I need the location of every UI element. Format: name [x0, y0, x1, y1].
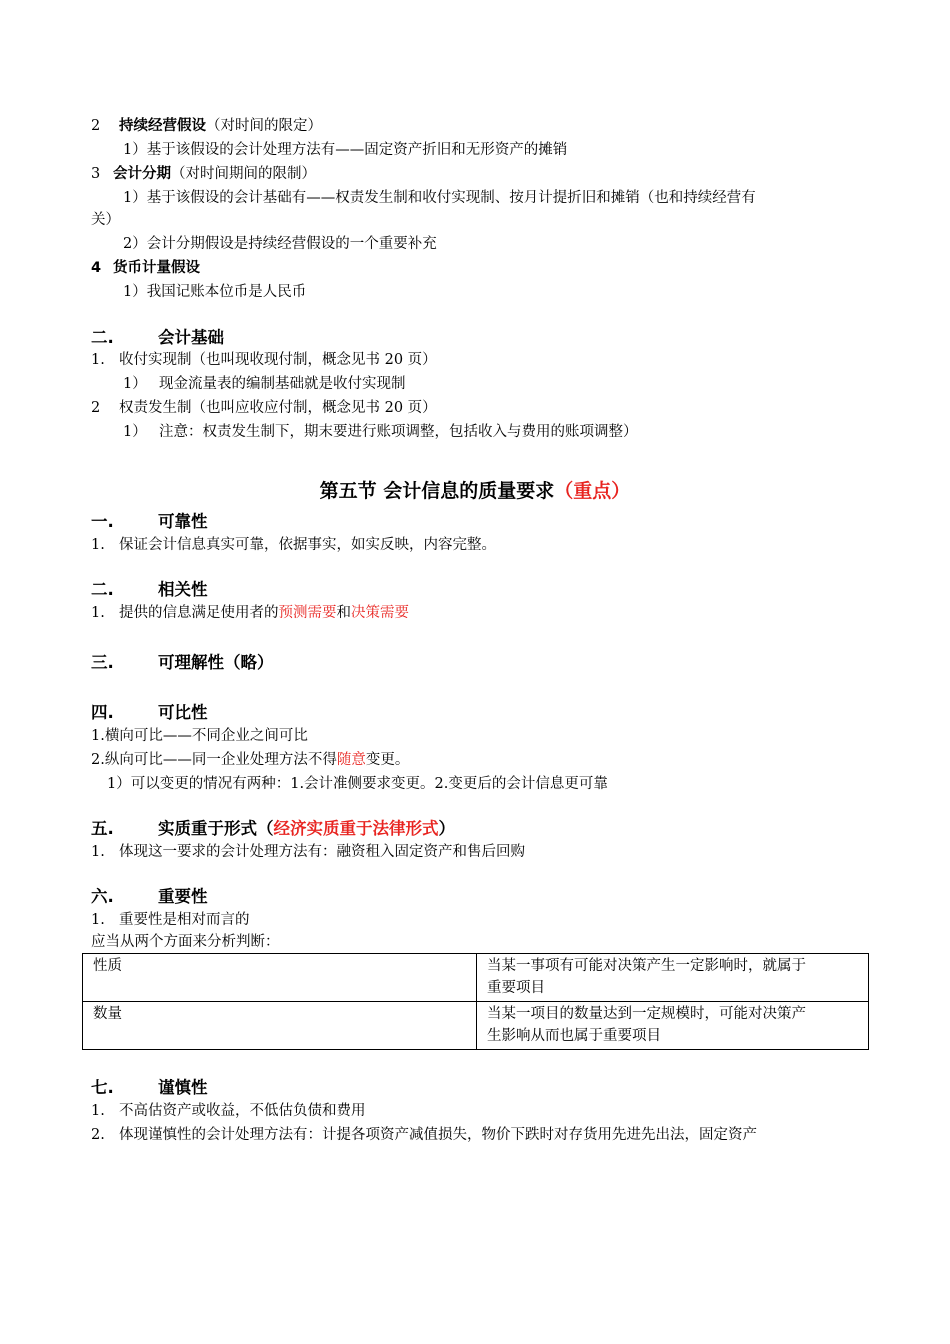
assumption-4-item-1: 1）我国记账本位币是人民币: [123, 284, 307, 300]
table-cell-value: 当某一事项有可能对决策产生一定影响时，就属于 重要项目: [477, 954, 869, 1002]
table-cell-value: 当某一项目的数量达到一定规模时，可能对决策产 生影响从而也属于重要项目: [477, 1002, 869, 1050]
table-cell-key: 数量: [83, 1002, 477, 1050]
q5-item-1: 1. 体现这一要求的会计处理方法有：融资租入固定资产和售后回购: [91, 844, 525, 860]
q1-heading: 一. 可靠性: [91, 512, 208, 531]
q1-item-1: 1. 保证会计信息真实可靠，依据事实，如实反映，内容完整。: [91, 537, 496, 553]
q7-item-1: 1. 不高估资产或收益，不低估负债和费用: [91, 1103, 366, 1119]
section-title: 第五节 会计信息的质量要求（重点）: [319, 480, 631, 502]
q3-heading: 三. 可理解性（略）: [91, 653, 274, 672]
basis-item-1: 1. 收付实现制（也叫现收现付制，概念见书 20 页）: [91, 352, 437, 368]
q4-heading: 四. 可比性: [91, 703, 208, 722]
q6-intro: 应当从两个方面来分析判断：: [91, 934, 280, 950]
assumption-3-item-1: 1）基于该假设的会计基础有——权责发生制和收付实现制、按月计提折旧和摊销（也和持续经营有: [123, 190, 756, 206]
q6-item-1: 1. 重要性是相对而言的: [91, 912, 250, 928]
assumption-4-title: 货币计量假设: [113, 260, 200, 276]
q2-heading: 二. 相关性: [91, 580, 208, 599]
assumption-3-item-1-cont: 关）: [91, 212, 120, 228]
assumption-3-title: 会计分期: [113, 166, 171, 182]
assumption-2-item-1: 1）基于该假设的会计处理方法有——固定资产折旧和无形资产的摊销: [123, 142, 568, 158]
assumption-2-line: 2 持续经营假设（对时间的限定）: [91, 118, 322, 134]
q4-line-3: 1）可以变更的情况有两种：1.会计准侧要求变更。2.变更后的会计信息更可靠: [107, 776, 608, 792]
assumption-4-line: 4 货币计量假设: [91, 260, 200, 276]
basis-item-2: 2 权责发生制（也叫应收应付制，概念见书 20 页）: [91, 400, 437, 416]
assumption-2-title: 持续经营假设: [119, 118, 206, 134]
materiality-table: [82, 953, 869, 1050]
basis-heading: 二. 会计基础: [91, 328, 224, 347]
q6-heading: 六. 重要性: [91, 887, 208, 906]
table-cell-key: 性质: [83, 954, 477, 1002]
q7-item-2: 2. 体现谨慎性的会计处理方法有：计提各项资产减值损失，物价下跌时对存货用先进先出法，固定资产: [91, 1127, 757, 1143]
table-row: [83, 1002, 869, 1050]
basis-item-1-sub: 1） 现金流量表的编制基础就是收付实现制: [123, 376, 406, 392]
basis-item-2-sub: 1） 注意：权责发生制下，期末要进行账项调整，包括收入与费用的账项调整）: [123, 424, 638, 440]
table-row: [83, 954, 869, 1002]
q4-line-1: 1.横向可比——不同企业之间可比: [91, 728, 308, 744]
q2-item-1: 1. 提供的信息满足使用者的预测需要和决策需要: [91, 605, 409, 621]
assumption-3-line: 3 会计分期（对时间期间的限制）: [91, 166, 316, 182]
q7-heading: 七. 谨慎性: [91, 1078, 208, 1097]
q5-heading: 五. 实质重于形式（经济实质重于法律形式）: [91, 819, 455, 838]
q4-line-2: 2.纵向可比——同一企业处理方法不得随意变更。: [91, 752, 410, 768]
section-title-highlight: （重点）: [554, 480, 631, 502]
assumption-3-item-2: 2）会计分期假设是持续经营假设的一个重要补充: [123, 236, 437, 252]
